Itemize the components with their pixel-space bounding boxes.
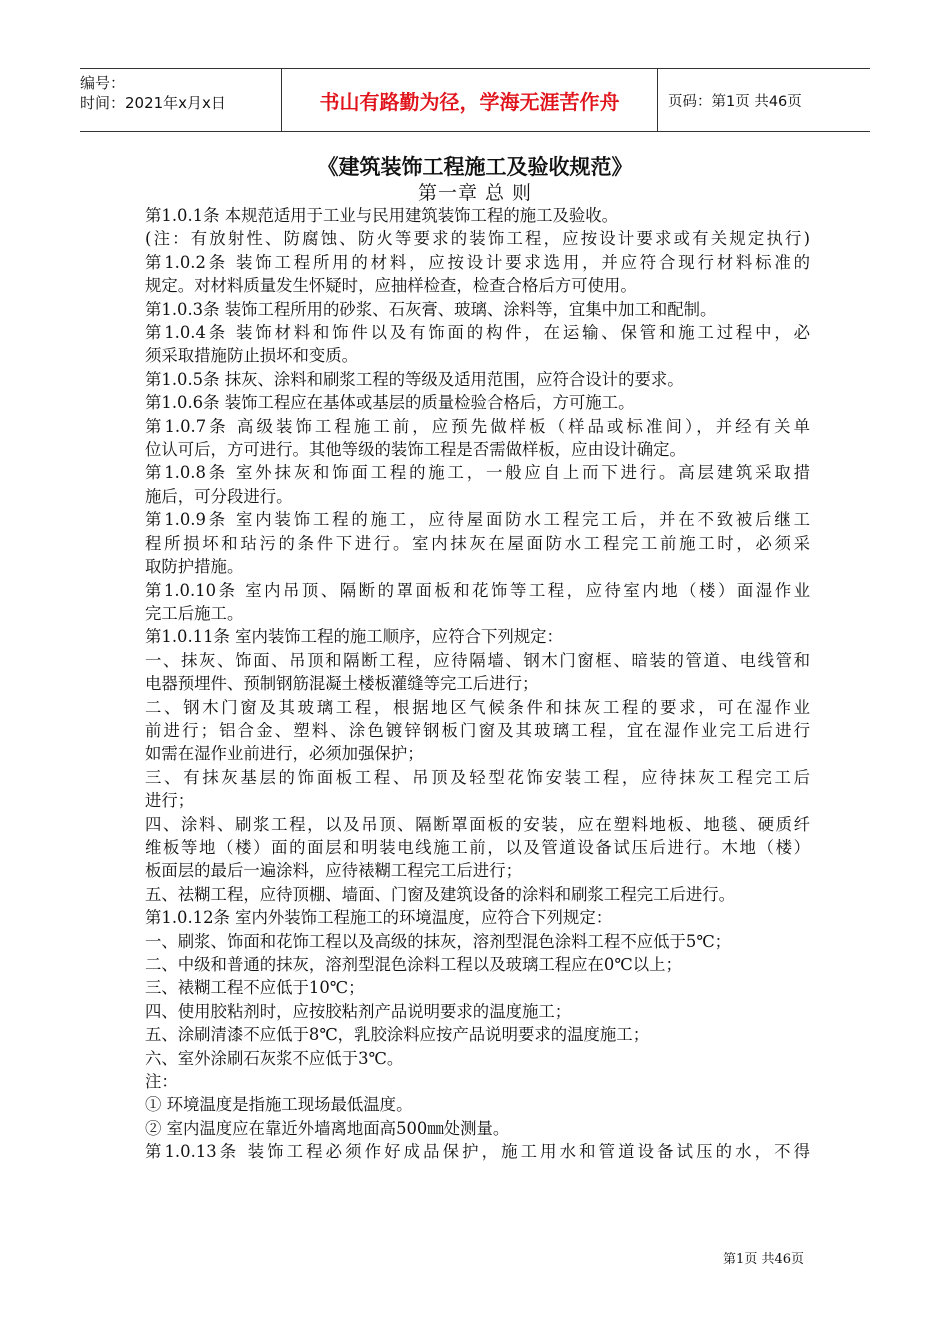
body-line: 第1.0.9条 室内装饰工程的施工，应待屋面防水工程完工后，并在不致被后继工	[145, 510, 810, 530]
body-line: 一、刷浆、饰面和花饰工程以及高级的抹灰，溶剂型混色涂料工程不应低于5℃；	[145, 931, 732, 951]
number-label: 编号：	[80, 74, 126, 92]
chapter-heading: 第一章 总 则	[417, 182, 533, 204]
body-line: 三、裱糊工程不应低于10℃；	[145, 978, 365, 998]
date-label: 时间：2021年x月x日	[80, 94, 226, 112]
document-body	[145, 204, 810, 1164]
document-title: 《建筑装饰工程施工及验收规范》	[317, 154, 633, 179]
body-line: 第1.0.4条 装饰材料和饰件以及有饰面的构件，在运输、保管和施工过程中，必	[145, 323, 810, 343]
body-line: 一、抹灰、饰面、吊顶和隔断工程，应待隔墙、钢木门窗框、暗装的管道、电线管和	[145, 650, 810, 670]
body-line: ① 环境温度是指施工现场最低温度。	[145, 1095, 413, 1115]
body-line: 四、使用胶粘剂时，应按胶粘剂产品说明要求的温度施工；	[145, 1001, 572, 1021]
body-line: 二、钢木门窗及其玻璃工程，根据地区气候条件和抹灰工程的要求，可在湿作业	[145, 697, 810, 717]
body-line: 六、室外涂刷石灰浆不应低于3℃。	[145, 1048, 404, 1068]
body-line: 如需在湿作业前进行，必须加强保护；	[145, 744, 424, 764]
body-line: 五、涂刷清漆不应低于8℃，乳胶涂料应按产品说明要求的温度施工；	[145, 1025, 650, 1045]
body-line: 前进行；铝合金、塑料、涂色镀锌钢板门窗及其玻璃工程，宜在湿作业完工后进行	[145, 720, 810, 740]
body-line: 五、祛糊工程，应待顶棚、墙面、门窗及建筑设备的涂料和刷浆工程完工后进行。	[145, 884, 736, 904]
body-line: 二、中级和普通的抹灰，溶剂型混色涂料工程以及玻璃工程应在0℃以上；	[145, 955, 682, 974]
body-line: 注：	[145, 1072, 178, 1092]
body-line: 规定。对材料质量发生怀疑时，应抽样检查，检查合格后方可使用。	[145, 276, 637, 296]
header-left-cell	[80, 69, 282, 131]
body-line: 进行；	[145, 791, 195, 811]
body-line: 取防护措施。	[145, 557, 244, 577]
body-line: 第1.0.13条 装饰工程必须作好成品保护，施工用水和管道设备试压的水，不得	[145, 1142, 810, 1162]
body-line: 第1.0.10条 室内吊顶、隔断的罩面板和花饰等工程，应待室内地（楼）面湿作业	[145, 580, 810, 600]
body-line: 第1.0.11条 室内装饰工程的施工顺序，应符合下列规定：	[145, 627, 563, 647]
page-footer: 第1页 共46页	[723, 1252, 804, 1267]
body-line: 电器预埋件、预制钢筋混凝土楼板灌缝等完工后进行；	[145, 674, 539, 694]
body-line: 第1.0.3条 装饰工程所用的砂浆、石灰膏、玻璃、涂料等，宜集中加工和配制。	[145, 299, 717, 319]
body-line: 第1.0.6条 装饰工程应在基体或基层的质量检验合格后，方可施工。	[145, 393, 635, 413]
body-line: 第1.0.12条 室内外装饰工程施工的环境温度，应符合下列规定：	[145, 908, 613, 928]
header-table	[80, 68, 870, 132]
body-line: 第1.0.2条 装饰工程所用的材料，应按设计要求选用，并应符合现行材料标准的	[145, 252, 810, 272]
body-line: ② 室内温度应在靠近外墙离地面高500㎜处测量。	[145, 1118, 510, 1138]
body-line: 三、有抹灰基层的饰面板工程、吊顶及轻型花饰安装工程，应待抹灰工程完工后	[145, 767, 810, 787]
body-line: 四、涂料、刷浆工程，以及吊顶、隔断罩面板的安装，应在塑料地板、地毯、硬质纤	[145, 814, 810, 834]
body-line: 第1.0.8条 室外抹灰和饰面工程的施工，一般应自上而下进行。高层建筑采取措	[145, 463, 810, 483]
header-motto: 书山有路勤为径，学海无涯苦作舟	[282, 69, 658, 131]
body-line: 位认可后，方可进行。其他等级的装饰工程是否需做样板，应由设计确定。	[145, 440, 686, 460]
header-page-info: 页码：第1页 共46页	[668, 93, 802, 110]
body-line: 第1.0.1条 本规范适用于工业与民用建筑装饰工程的施工及验收。	[145, 206, 619, 225]
body-line: 板面层的最后一遍涂料，应待裱糊工程完工后进行；	[145, 861, 522, 881]
body-line: 程所损坏和玷污的条件下进行。室内抹灰在屋面防水工程完工前施工时，必须采	[145, 533, 810, 553]
body-line: (注：有放射性、防腐蚀、防火等要求的装饰工程，应按设计要求或有关规定执行)	[145, 229, 810, 249]
body-line: 维板等地（楼）面的面层和明装电线施工前，以及管道设备试压后进行。木地（楼）	[145, 837, 810, 857]
body-line: 第1.0.7条 高级装饰工程施工前，应预先做样板（样品或标准间），并经有关单	[145, 416, 810, 436]
body-line: 第1.0.5条 抹灰、涂料和刷浆工程的等级及适用范围，应符合设计的要求。	[145, 369, 684, 389]
body-line: 须采取措施防止损坏和变质。	[145, 346, 359, 366]
body-line: 完工后施工。	[145, 603, 244, 623]
body-line: 施后，可分段进行。	[145, 486, 293, 506]
